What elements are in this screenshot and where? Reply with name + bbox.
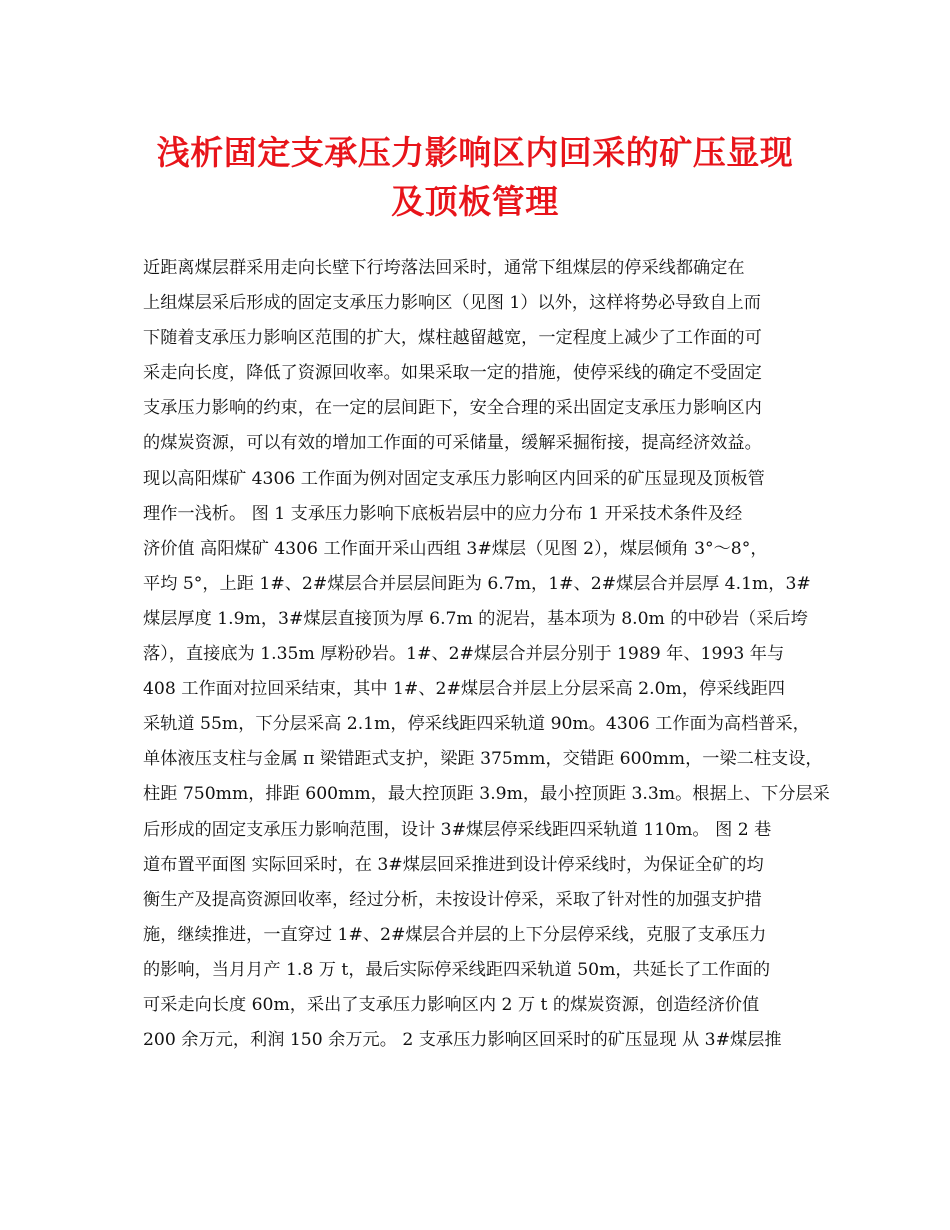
body-line: 下随着支承压力影响区范围的扩大，煤柱越留越宽，一定程度上减少了工作面的可 <box>143 328 762 349</box>
title-line-2: 及顶板管理 <box>391 182 559 221</box>
body-line: 现以高阳煤矿 4306 工作面为例对固定支承压力影响区内回采的矿压显现及顶板管 <box>143 468 765 489</box>
body-paragraph <box>143 251 830 1058</box>
body-line: 单体液压支柱与金属 π 梁错距式支护，梁距 375mm，交错距 600mm，一梁二柱支设， <box>143 749 823 770</box>
document-title <box>130 128 820 226</box>
body-line: 柱距 750mm，排距 600mm，最大控顶距 3.9m，最小控顶距 3.3m。根据上、下分层采 <box>143 784 830 805</box>
body-line: 近距离煤层群采用走向长壁下行垮落法回采时，通常下组煤层的停采线都确定在 <box>143 258 745 278</box>
body-line: 平均 5°，上距 1#、2#煤层合并层层间距为 6.7m，1#、2#煤层合并层厚 4.1m，3# <box>143 573 811 594</box>
body-line: 的影响，当月月产 1.8 万 t，最后实际停采线距四采轨道 50m，共延长了工作面的 <box>143 959 771 980</box>
body-line: 煤层厚度 1.9m，3#煤层直接顶为厚 6.7m 的泥岩，基本项为 8.0m 的中砂岩（采后垮 <box>143 608 808 629</box>
body-line: 408 工作面对拉回采结束，其中 1#、2#煤层合并层上分层采高 2.0m，停采线距四 <box>143 679 785 700</box>
title-line-1: 浅析固定支承压力影响区内回采的矿压显现 <box>156 133 794 172</box>
body-line: 采走向长度，降低了资源回收率。如果采取一定的措施，使停采线的确定不受固定 <box>143 363 762 384</box>
body-line: 落），直接底为 1.35m 厚粉砂岩。1#、2#煤层合并层分别于 1989 年、1993 年与 <box>143 644 785 665</box>
body-line: 的煤炭资源，可以有效的增加工作面的可采储量，缓解采掘衔接，提高经济效益。 <box>143 433 762 454</box>
body-line: 支承压力影响的约束，在一定的层间距下，安全合理的采出固定支承压力影响区内 <box>143 398 762 419</box>
body-line: 后形成的固定支承压力影响范围，设计 3#煤层停采线距四采轨道 110m。 图 2 巷 <box>143 819 772 840</box>
body-line: 济价值 高阳煤矿 4306 工作面开采山西组 3#煤层（见图 2），煤层倾角 3°～8°， <box>143 538 768 559</box>
body-line: 采轨道 55m，下分层采高 2.1m，停采线距四采轨道 90m。4306 工作面为高档普采， <box>143 714 810 735</box>
body-line: 上组煤层采后形成的固定支承压力影响区（见图 1）以外，这样将势必导致自上而 <box>143 293 761 314</box>
body-line: 衡生产及提高资源回收率，经过分析，未按设计停采，采取了针对性的加强支护措 <box>143 889 762 910</box>
body-line: 施，继续推进，一直穿过 1#、2#煤层合并层的上下分层停采线，克服了支承压力 <box>143 924 767 945</box>
body-line: 200 余万元，利润 150 余万元。 2 支承压力影响区回采时的矿压显现 从 3#煤层推 <box>143 1030 782 1051</box>
body-line: 理作一浅析。 图 1 支承压力影响下底板岩层中的应力分布 1 开采技术条件及经 <box>143 503 743 524</box>
body-line: 可采走向长度 60m，采出了支承压力影响区内 2 万 t 的煤炭资源，创造经济价值 <box>143 994 760 1015</box>
body-line: 道布置平面图 实际回采时，在 3#煤层回采推进到设计停采线时，为保证全矿的均 <box>143 854 764 875</box>
